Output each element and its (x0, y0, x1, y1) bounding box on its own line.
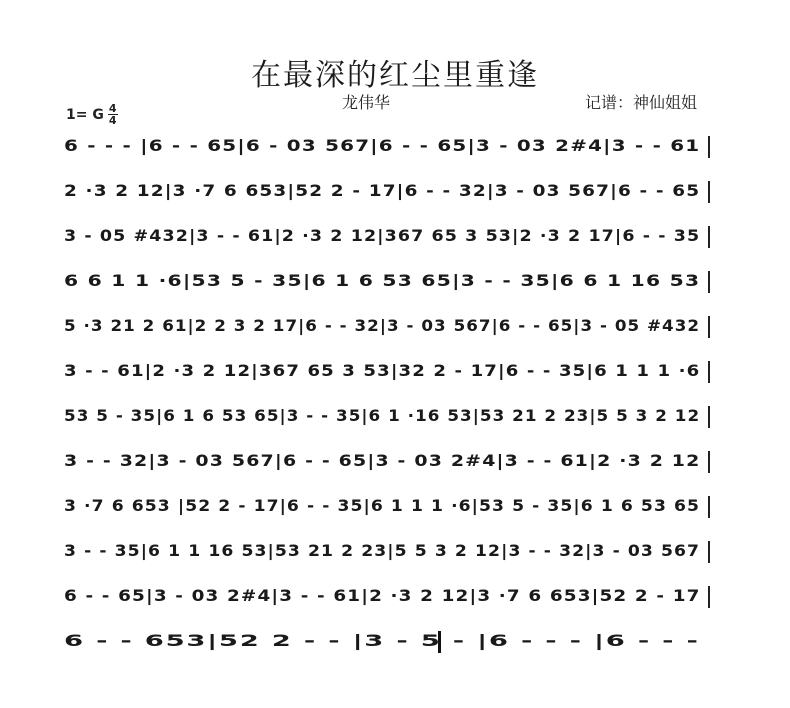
staff-line-1 (64, 130, 710, 175)
time-denominator: 4 (108, 114, 117, 127)
singer-name: 龙伟华 (342, 93, 391, 112)
transcriber-credit: 记谱：神仙姐姐 (585, 93, 698, 112)
notation-text: 6 6 1 1 ·6|53 5 - 35|6 1 6 53 65|3 - - 35|6 6 1 16 53 (64, 271, 701, 290)
notation-text: 6 - - - |6 - - 65|6 - 03 567|6 - - 65|3 - 03 2#4|3 - - 61 (64, 136, 701, 155)
staff-line-2 (64, 175, 710, 220)
staff-line-10 (64, 535, 710, 580)
staff-line-7 (64, 400, 710, 445)
staff-line-9 (64, 490, 710, 535)
key-signature (66, 103, 118, 126)
staff-line-5 (64, 310, 710, 355)
notation-text: 3 ·7 6 653 |52 2 - 17|6 - - 35|6 1 1 1 ·6|53 5 - 35|6 1 6 53 65 (64, 496, 701, 515)
time-signature (108, 103, 118, 126)
notation-text: 3 - - 32|3 - 03 567|6 - - 65|3 - 03 2#4|3 - - 61|2 ·3 2 12 (64, 451, 701, 470)
staff-line-3 (64, 220, 710, 265)
notation-text: 6 - - 653|52 2 - - |3 - 5 - |6 - - - |6 - - - (64, 631, 700, 650)
staff-line-12 (64, 625, 710, 670)
score (64, 130, 710, 670)
notation-text: 3 - - 35|6 1 1 16 53|53 21 2 23|5 5 3 2 12|3 - - 32|3 - 03 567 (64, 541, 701, 560)
key-label: 1= G (66, 106, 104, 123)
notation-text: 53 5 - 35|6 1 6 53 65|3 - - 35|6 1 ·16 53|53 21 2 23|5 5 3 2 12 (64, 406, 701, 425)
staff-line-6 (64, 355, 710, 400)
staff-line-8 (64, 445, 710, 490)
notation-text: 3 - 05 #432|3 - - 61|2 ·3 2 12|367 65 3 53|2 ·3 2 17|6 - - 35 (64, 226, 701, 245)
staff-line-4 (64, 265, 710, 310)
song-title: 在最深的红尘里重逢 (251, 58, 539, 93)
notation-text: 2 ·3 2 12|3 ·7 6 653|52 2 - 17|6 - - 32|3 - 03 567|6 - - 65 (64, 181, 701, 200)
time-numerator: 4 (108, 102, 117, 115)
notation-text: 6 - - 65|3 - 03 2#4|3 - - 61|2 ·3 2 12|3 ·7 6 653|52 2 - 17 (64, 586, 701, 605)
notation-text: 5 ·3 21 2 61|2 2 3 2 17|6 - - 32|3 - 03 567|6 - - 65|3 - 05 #432 (64, 316, 701, 335)
staff-line-11 (64, 580, 710, 625)
notation-text: 3 - - 61|2 ·3 2 12|367 65 3 53|32 2 - 17|6 - - 35|6 1 1 1 ·6 (64, 361, 701, 380)
